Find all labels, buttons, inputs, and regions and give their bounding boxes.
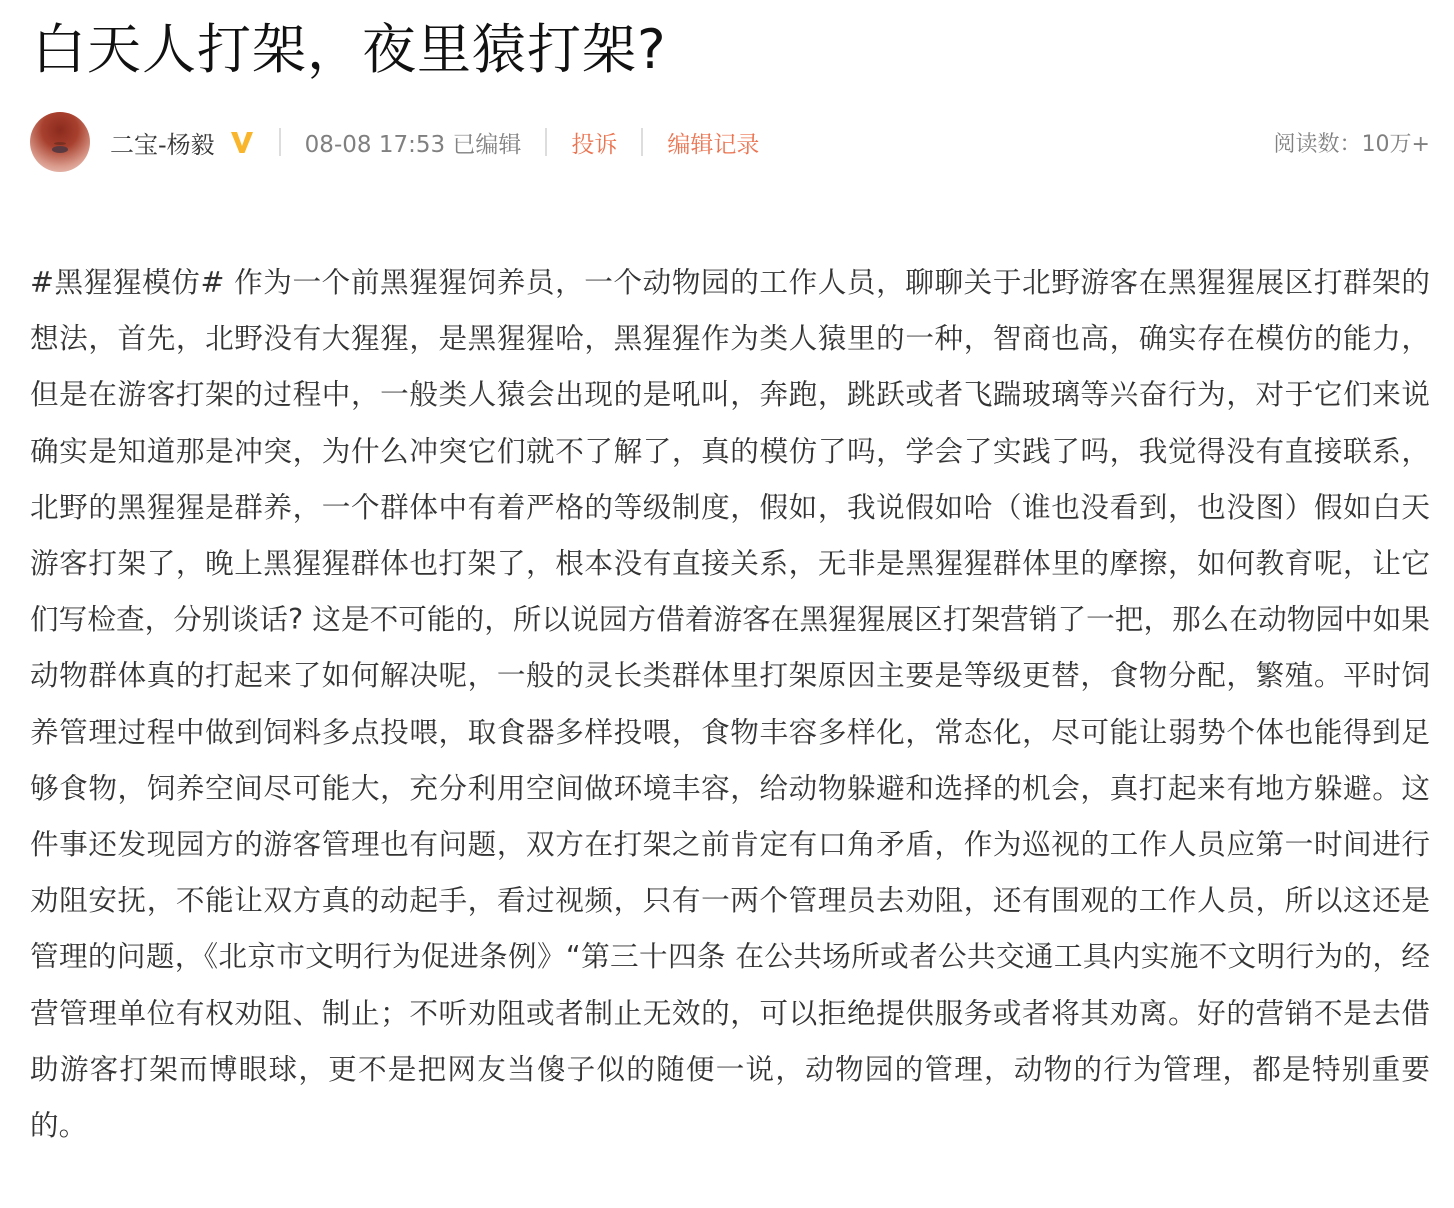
article-meta-bar	[30, 112, 1430, 172]
divider	[641, 128, 643, 156]
divider	[545, 128, 547, 156]
article-title: 白天人打架，夜里猿打架?	[32, 18, 667, 81]
avatar[interactable]	[30, 112, 90, 172]
read-count	[1274, 127, 1430, 158]
edit-history-link[interactable]: 编辑记录	[667, 131, 760, 158]
post-timestamp: 08-08 17:53 已编辑	[304, 131, 522, 158]
read-count-value: 10万+	[1361, 131, 1430, 157]
read-count-label: 阅读数：	[1273, 131, 1362, 157]
verified-v-icon	[229, 129, 255, 155]
avatar-image	[52, 146, 68, 153]
article-body: #黑猩猩模仿# 作为一个前黑猩猩饲养员，一个动物园的工作人员，聊聊关于北野游客在黑猩猩展区打群架的想法，首先，北野没有大猩猩，是黑猩猩哈，黑猩猩作为类人猿里的一种，智商也高，确实存在模仿的能力，但是在游客打架的过程中，一般类人猿会出现的是吼叫，奔跑，跳跃或者飞踹玻璃等兴奋行为，对于它们来说确实是知道那是冲突，为什么冲突它们就不了解了，真的模仿了吗，学会了实践了吗，我觉得没有直接联系，北野的黑猩猩是群养，一个群体中有着严格的等级制度，假如，我说假如哈（谁也没看到，也没图）假如白天游客打架了，晚上黑猩猩群体也打架了，根本没有直接关系，无非是黑猩猩群体里的摩擦，如何教育呢，让它们写检查，分别谈话? 这是不可能的，所以说园方借着游客在黑猩猩展区打架营销了一把，那么在动物园中如果动物群体真的打起来了如何解决呢，一般的灵长类群体里打架原因主要是等级更替，食物分配，繁殖。平时饲养管理过程中做到饲料多点投喂，取食器多样投喂，食物丰容多样化，常态化，尽可能让弱势个体也能得到足够食物，饲养空间尽可能大，充分利用空间做环境丰容，给动物躲避和选择的机会，真打起来有地方躲避。这件事还发现园方的游客管理也有问题，双方在打架之前肯定有口角矛盾，作为巡视的工作人员应第一时间进行劝阻安抚，不能让双方真的动起手，看过视频，只有一两个管理员去劝阻，还有围观的工作人员，所以这还是管理的问题，《北京市文明行为促进条例》“第三十四条 在公共场所或者公共交通工具内实施不文明行为的，经营管理单位有权劝阻、制止；不听劝阻或者制止无效的，可以拒绝提供服务或者将其劝离。好的营销不是去借助游客打架而博眼球，更不是把网友当傻子似的随便一说，动物园的管理，动物的行为管理，都是特别重要的。	[30, 265, 1430, 1143]
author-name[interactable]: 二宝-杨毅	[110, 130, 215, 159]
divider	[279, 128, 281, 156]
report-link[interactable]: 投诉	[571, 131, 618, 158]
